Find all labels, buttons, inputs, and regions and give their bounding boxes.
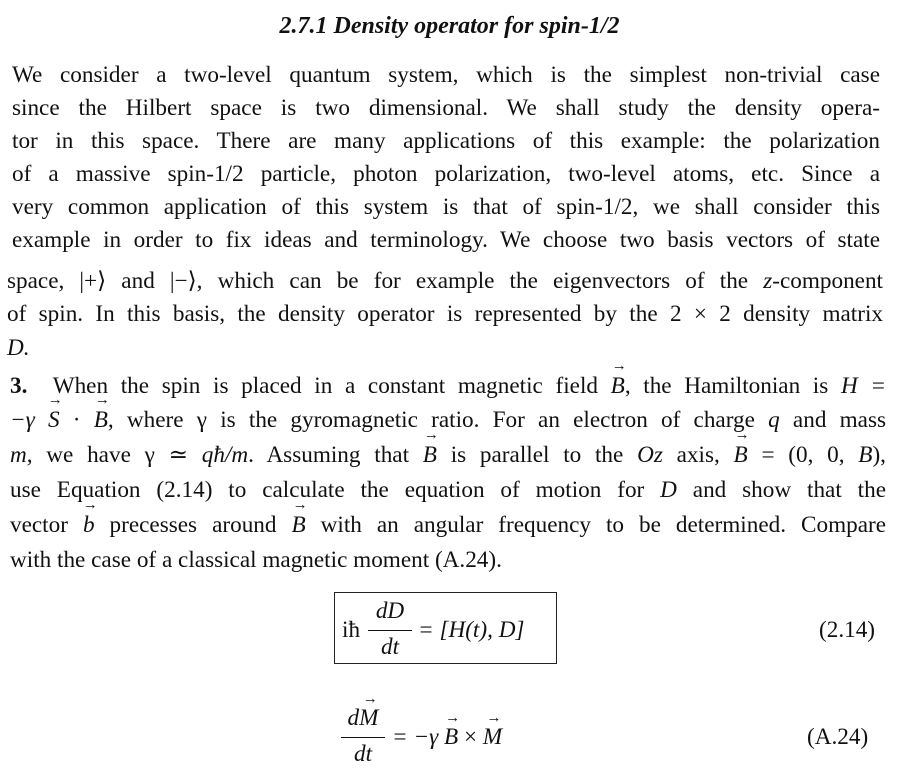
text-span: precesses around bbox=[94, 512, 292, 538]
math-B: B bbox=[858, 442, 873, 468]
eq-2-14-label: (2.14) bbox=[819, 617, 876, 643]
paragraph-line: D. bbox=[7, 335, 30, 361]
text-span: = −γ bbox=[392, 724, 445, 750]
paragraph-line: of a massive spin-1/2 particle, photon polarization, two-level atoms, etc. Since a bbox=[12, 161, 880, 187]
exercise-line bbox=[10, 405, 886, 435]
exercise-line: with the case of a classical magnetic moment (A.24). bbox=[10, 547, 502, 573]
paragraph-line bbox=[7, 266, 883, 296]
vector-B: → B bbox=[291, 510, 305, 540]
paragraph-line: tor in this space. There are many applications of this example: the polarization bbox=[12, 128, 880, 154]
text-span: is parallel to the bbox=[436, 442, 638, 468]
text-span: . Assuming that bbox=[248, 442, 423, 468]
math-qhm: qħ/m bbox=[201, 442, 249, 468]
section-title: 2.7.1 Density operator for spin-1/2 bbox=[279, 13, 620, 39]
eq-2-14-rhs: = [H(t), D] bbox=[418, 617, 525, 643]
math-H: H = bbox=[840, 373, 886, 399]
vector-B: → B bbox=[444, 723, 458, 751]
paragraph-line: very common application of this system is that of spin-1/2, we shall consider this bbox=[12, 194, 880, 220]
text-span: use Equation (2.14) to calculate the equation of motion for bbox=[10, 477, 661, 503]
text-span: , the Hamiltonian is bbox=[624, 373, 841, 399]
text-span: and mass bbox=[779, 407, 886, 433]
paragraph-line: of spin. In this basis, the density operator is represented by the 2 × 2 density matrix bbox=[7, 301, 883, 327]
vector-B: → B bbox=[423, 440, 437, 470]
text-span: × bbox=[458, 724, 483, 750]
text-span: -component bbox=[772, 268, 883, 294]
text-span: = (0, 0, bbox=[747, 442, 859, 468]
math-q: q bbox=[768, 407, 780, 433]
eq-a24-numerator bbox=[343, 704, 383, 732]
exercise-line bbox=[10, 371, 886, 401]
text-span: with an angular frequency to be determined. Compare bbox=[305, 512, 886, 538]
paragraph-line: We consider a two-level quantum system, which is the simplest non-trivial case bbox=[12, 62, 880, 88]
exercise-number: 3. bbox=[10, 373, 28, 399]
text-span: and show that the bbox=[676, 477, 886, 503]
vector-B: → B bbox=[734, 440, 748, 470]
eq-a24-denominator: dt bbox=[353, 741, 373, 767]
text-span: When the spin is placed in a constant magnetic field bbox=[52, 373, 611, 399]
paragraph-line: example in order to fix ideas and terminology. We choose two basis vectors of state bbox=[12, 227, 880, 253]
vector-M: → M bbox=[359, 704, 378, 732]
eq-a24-rhs bbox=[392, 723, 502, 751]
paragraph-line: since the Hilbert space is two dimensional. We shall study the density opera- bbox=[12, 95, 880, 121]
eq-2-14-denominator: dt bbox=[380, 634, 400, 660]
eq-a24-label: (A.24) bbox=[807, 724, 869, 750]
text-span: ), bbox=[872, 442, 886, 468]
vector-B: → B bbox=[94, 405, 108, 435]
text-span: · bbox=[59, 407, 94, 433]
text-span: , where γ is the gyromagnetic ratio. For an electron of charge bbox=[107, 407, 769, 433]
eq-2-14-numerator: dD bbox=[375, 598, 405, 624]
exercise-line bbox=[10, 475, 886, 505]
text-span: space, |+⟩ and |−⟩, which can be for example the eigenvectors of the bbox=[7, 268, 764, 294]
vector-M: → M bbox=[483, 723, 502, 751]
math-Oz: Oz bbox=[637, 442, 663, 468]
exercise-line bbox=[10, 440, 886, 470]
math-z: z bbox=[763, 268, 773, 294]
text-span: d bbox=[347, 705, 360, 731]
vector-S: → S bbox=[48, 405, 60, 435]
eq-2-14-prefix: iħ bbox=[342, 617, 361, 643]
text-span: , we have γ ≃ bbox=[26, 442, 202, 468]
text-span: −γ bbox=[10, 407, 48, 433]
vector-b: → b bbox=[83, 510, 95, 540]
text-span: vector bbox=[10, 512, 83, 538]
math-m: m bbox=[10, 442, 27, 468]
text-span: axis, bbox=[662, 442, 734, 468]
vector-B: → B bbox=[611, 371, 625, 401]
eq-a24-fraction-bar bbox=[341, 737, 385, 738]
exercise-line bbox=[10, 510, 886, 540]
math-D: D bbox=[660, 477, 677, 503]
eq-2-14-fraction-bar bbox=[368, 630, 412, 631]
